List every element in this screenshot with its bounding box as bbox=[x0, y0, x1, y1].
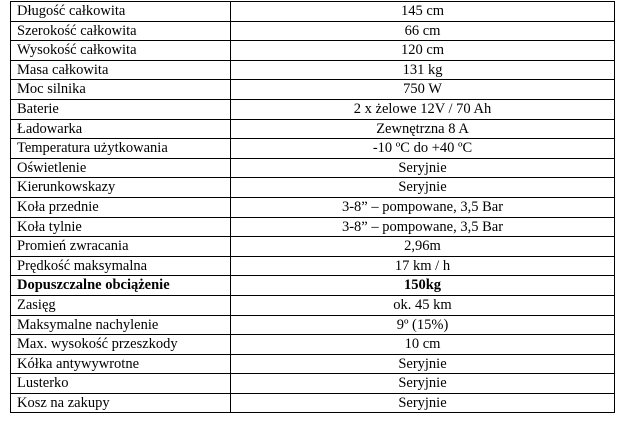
table-row bbox=[11, 295, 615, 315]
spec-value-cell: 10 cm bbox=[231, 335, 615, 355]
spec-value-cell: 3-8” – pompowane, 3,5 Bar bbox=[231, 217, 615, 237]
specification-table bbox=[10, 1, 615, 413]
spec-label-cell: Szerokość całkowita bbox=[11, 21, 231, 41]
spec-value-cell: -10 ºC do +40 ºC bbox=[231, 139, 615, 159]
table-row bbox=[11, 315, 615, 335]
spec-label-cell: Oświetlenie bbox=[11, 158, 231, 178]
spec-value-cell: Zewnętrzna 8 A bbox=[231, 119, 615, 139]
table-row bbox=[11, 374, 615, 394]
specification-table-body bbox=[11, 2, 615, 413]
spec-label-cell: Zasięg bbox=[11, 295, 231, 315]
spec-label-cell: Kosz na zakupy bbox=[11, 393, 231, 413]
table-row bbox=[11, 276, 615, 296]
spec-label-cell: Moc silnika bbox=[11, 80, 231, 100]
table-row bbox=[11, 119, 615, 139]
table-row bbox=[11, 335, 615, 355]
spec-value-cell: 131 kg bbox=[231, 60, 615, 80]
spec-label-cell: Koła tylnie bbox=[11, 217, 231, 237]
spec-label-cell: Lusterko bbox=[11, 374, 231, 394]
spec-value-cell: Seryjnie bbox=[231, 178, 615, 198]
table-row bbox=[11, 178, 615, 198]
table-row bbox=[11, 80, 615, 100]
spec-label-cell: Kierunkowskazy bbox=[11, 178, 231, 198]
spec-value-cell: 2 x żelowe 12V / 70 Ah bbox=[231, 99, 615, 119]
table-row bbox=[11, 158, 615, 178]
spec-value-cell: Seryjnie bbox=[231, 393, 615, 413]
spec-value-cell: 9º (15%) bbox=[231, 315, 615, 335]
spec-value-cell: Seryjnie bbox=[231, 374, 615, 394]
spec-label-cell: Max. wysokość przeszkody bbox=[11, 335, 231, 355]
spec-value-cell: 750 W bbox=[231, 80, 615, 100]
spec-label-cell: Długość całkowita bbox=[11, 2, 231, 22]
table-row bbox=[11, 21, 615, 41]
table-row bbox=[11, 354, 615, 374]
spec-label-cell: Wysokość całkowita bbox=[11, 41, 231, 61]
table-row bbox=[11, 2, 615, 22]
spec-value-cell: 66 cm bbox=[231, 21, 615, 41]
spec-value-cell: 17 km / h bbox=[231, 256, 615, 276]
table-row bbox=[11, 237, 615, 257]
table-row bbox=[11, 256, 615, 276]
table-row bbox=[11, 99, 615, 119]
spec-label-cell: Maksymalne nachylenie bbox=[11, 315, 231, 335]
table-row bbox=[11, 217, 615, 237]
spec-value-cell: 150kg bbox=[231, 276, 615, 296]
spec-label-cell: Prędkość maksymalna bbox=[11, 256, 231, 276]
spec-value-cell: ok. 45 km bbox=[231, 295, 615, 315]
table-row bbox=[11, 60, 615, 80]
spec-value-cell: 3-8” – pompowane, 3,5 Bar bbox=[231, 197, 615, 217]
spec-label-cell: Masa całkowita bbox=[11, 60, 231, 80]
table-row bbox=[11, 197, 615, 217]
spec-value-cell: 120 cm bbox=[231, 41, 615, 61]
spec-value-cell: 145 cm bbox=[231, 2, 615, 22]
table-row bbox=[11, 139, 615, 159]
spec-value-cell: Seryjnie bbox=[231, 158, 615, 178]
spec-label-cell: Temperatura użytkowania bbox=[11, 139, 231, 159]
spec-value-cell: Seryjnie bbox=[231, 354, 615, 374]
spec-value-cell: 2,96m bbox=[231, 237, 615, 257]
table-row bbox=[11, 41, 615, 61]
spec-label-cell: Dopuszczalne obciążenie bbox=[11, 276, 231, 296]
spec-label-cell: Koła przednie bbox=[11, 197, 231, 217]
spec-label-cell: Kółka antywywrotne bbox=[11, 354, 231, 374]
spec-label-cell: Ładowarka bbox=[11, 119, 231, 139]
spec-label-cell: Baterie bbox=[11, 99, 231, 119]
table-row bbox=[11, 393, 615, 413]
spec-label-cell: Promień zwracania bbox=[11, 237, 231, 257]
